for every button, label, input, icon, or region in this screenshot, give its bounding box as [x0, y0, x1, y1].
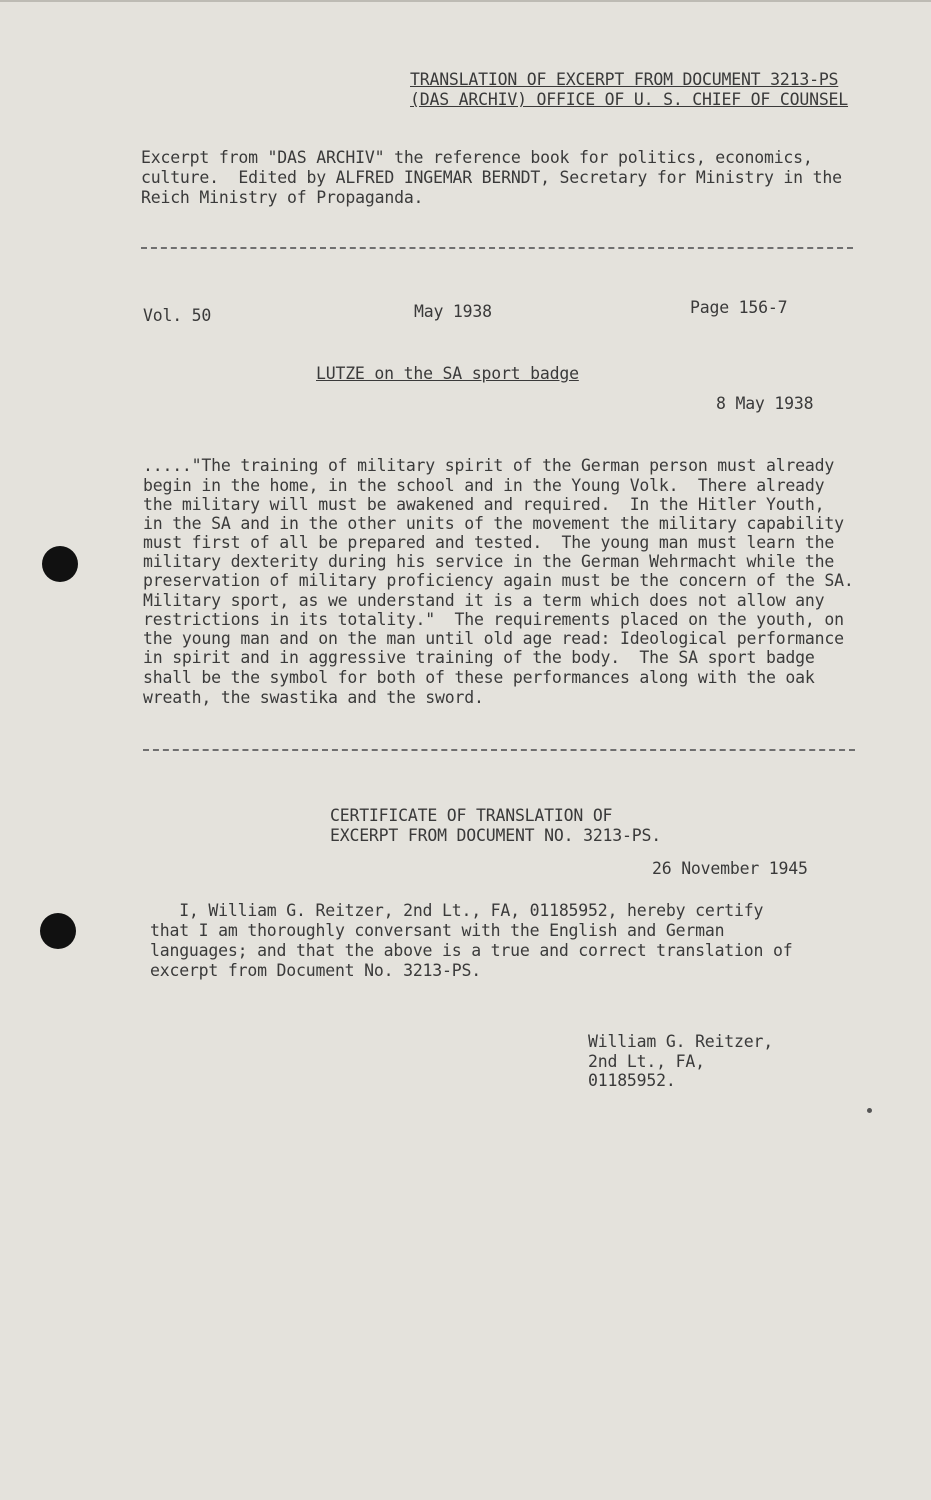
- quote-line: the young man and on the man until old age read: Ideological performance: [143, 629, 844, 648]
- quote-line: begin in the home, in the school and in the Young Volk. There already: [143, 476, 825, 495]
- certificate-line: languages; and that the above is a true and correct translation of: [150, 941, 793, 960]
- certificate-date: 26 November 1945: [652, 859, 808, 878]
- quote-line: restrictions in its totality." The requirements placed on the youth, on: [143, 610, 844, 629]
- quote-line: shall be the symbol for both of these performances along with the oak: [143, 668, 815, 687]
- quote-line: ....."The training of military spirit of the German person must already: [143, 456, 835, 475]
- divider-bottom: [143, 749, 855, 751]
- paper-speck: [867, 1108, 872, 1113]
- volume-label: Vol. 50: [143, 306, 212, 325]
- quote-line: must first of all be prepared and tested. The young man must learn the: [143, 533, 835, 552]
- page-top-edge: [0, 0, 931, 2]
- intro-line-2: culture. Edited by ALFRED INGEMAR BERNDT, Secretary for Ministry in the: [141, 168, 842, 187]
- divider-top: [141, 247, 853, 249]
- certificate-title-1: CERTIFICATE OF TRANSLATION OF: [330, 806, 613, 825]
- certificate-title-2: EXCERPT FROM DOCUMENT NO. 3213-PS.: [330, 826, 661, 845]
- header-line-1: TRANSLATION OF EXCERPT FROM DOCUMENT 3213-PS: [410, 70, 839, 89]
- quote-line: in spirit and in aggressive training of the body. The SA sport badge: [143, 648, 815, 667]
- signature-serial: 01185952.: [588, 1071, 676, 1090]
- quote-line: military dexterity during his service in the German Wehrmacht while the: [143, 552, 835, 571]
- intro-line-1: Excerpt from "DAS ARCHIV" the reference book for politics, economics,: [141, 148, 813, 167]
- quote-line: wreath, the swastika and the sword.: [143, 688, 484, 707]
- certificate-line: that I am thoroughly conversant with the English and German: [150, 921, 725, 940]
- certificate-line: excerpt from Document No. 3213-PS.: [150, 961, 481, 980]
- quote-line: the military will must be awakened and required. In the Hitler Youth,: [143, 495, 825, 514]
- signature-rank: 2nd Lt., FA,: [588, 1052, 705, 1071]
- quote-line: preservation of military proficiency again must be the concern of the SA.: [143, 571, 854, 590]
- signature-name: William G. Reitzer,: [588, 1032, 773, 1051]
- punch-hole-top: [42, 546, 78, 582]
- quote-line: Military sport, as we understand it is a term which does not allow any: [143, 591, 825, 610]
- quote-line: in the SA and in the other units of the movement the military capability: [143, 514, 844, 533]
- page-range: Page 156-7: [690, 298, 788, 317]
- punch-hole-bottom: [40, 913, 76, 949]
- intro-line-3: Reich Ministry of Propaganda.: [141, 188, 424, 207]
- header-line-2: (DAS ARCHIV) OFFICE OF U. S. CHIEF OF COUNSEL: [410, 90, 849, 109]
- article-date: 8 May 1938: [716, 394, 814, 413]
- certificate-line: I, William G. Reitzer, 2nd Lt., FA, 01185952, hereby certify: [150, 901, 764, 920]
- article-heading: LUTZE on the SA sport badge: [316, 364, 579, 383]
- issue-date: May 1938: [414, 302, 492, 321]
